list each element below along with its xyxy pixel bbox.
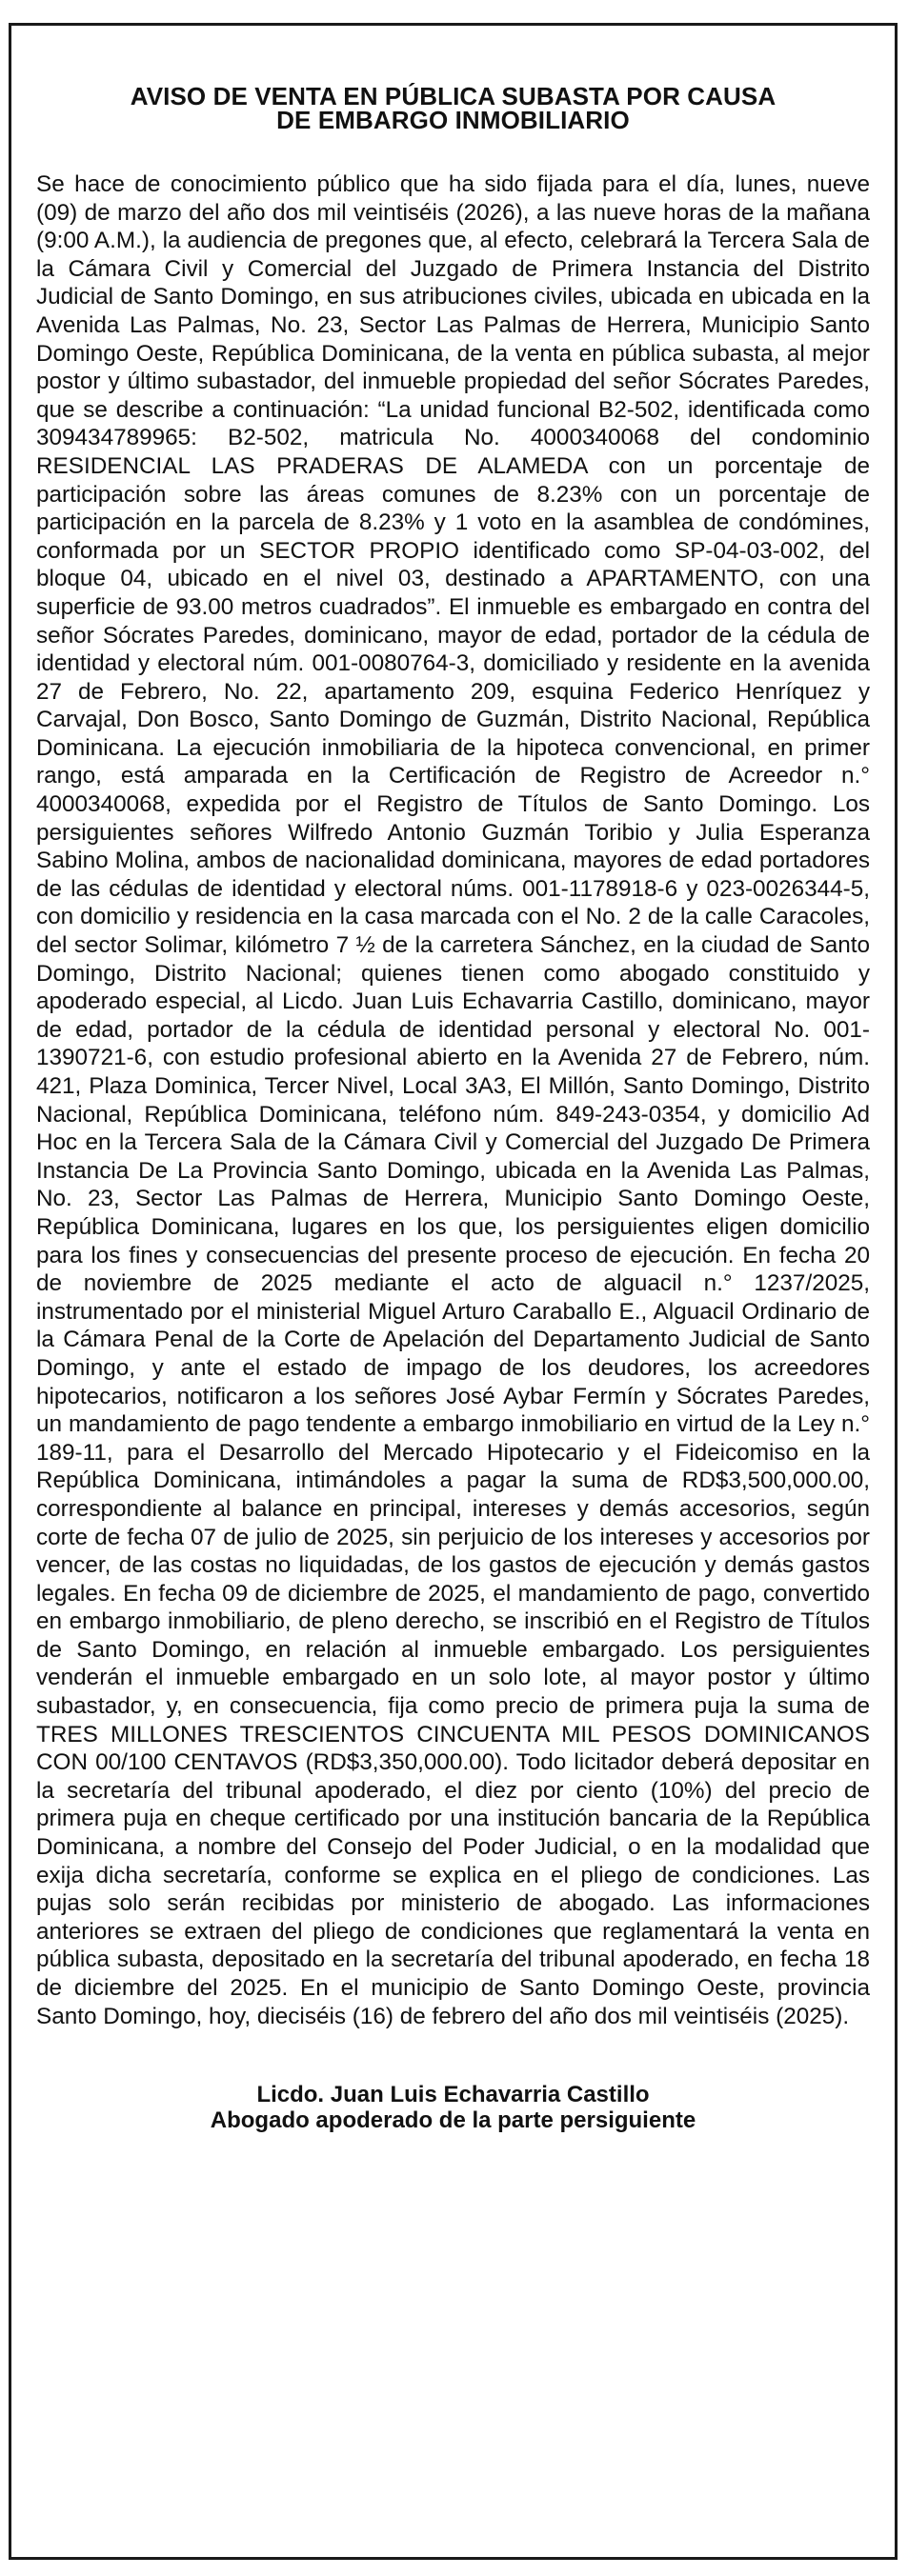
signature-role: Abogado apoderado de la parte persiguiente (210, 2107, 696, 2134)
notice-body-paragraph: Se hace de conocimiento público que ha sido fijada para el día, lunes, nueve (09) de marzo del año dos mil veintiséis (2026), a las nueve horas de la mañana (9:00 A.M.), la audiencia de pregones que, al efecto, celebrará la Tercera Sala de la Cámara Civil y Comercial del Juzgado de Primera Instancia del Distrito Judicial de Santo Domingo, en sus atribuciones civiles, ubicada en ubicada en la Avenida Las Palmas, No. 23, Sector Las Palmas de Herrera, Municipio Santo Domingo Oeste, República Dominicana, de la venta en pública subasta, al mejor postor y último subastador, del inmueble propiedad del señor Sócrates Paredes, que se describe a continuación: “La unidad funcional B2-502, identificada como 309434789965: B2-502, matricula No. 4000340068 del condominio RESIDENCIAL LAS PRADERAS DE ALAMEDA con un porcentaje de participación sobre las áreas comunes de 8.23% con un porcentaje de participación en la parcela de 8.23% y 1 voto en la asamblea de condómines, conformada por un SECTOR PROPIO identificado como SP-04-03-002, del bloque 04, ubicado en el nivel 03, destinado a APARTAMENTO, con una superficie de 93.00 metros cuadrados”. El inmueble es embargado en contra del señor Sócrates Paredes, dominicano, mayor de edad, portador de la cédula de identidad y electoral núm. 001-0080764-3, domiciliado y residente en la avenida 27 de Febrero, No. 22, apartamento 209, esquina Federico Henríquez y Carvajal, Don Bosco, Santo Domingo de Guzmán, Distrito Nacional, República Dominicana. La ejecución inmobiliaria de la hipoteca convencional, en primer rango, está amparada en la Certificación de Registro de Acreedor n.° 4000340068, expedida por el Registro de Títulos de Santo Domingo. Los persiguientes señores Wilfredo Antonio Guzmán Toribio y Julia Esperanza Sabino Molina, ambos de nacionalidad dominicana, mayores de edad portadores de las cédulas de identidad y electoral núms. 001-1178918-6 y 023-0026344-5, con domicilio y residencia en la casa marcada con el No. 2 de la calle Caracoles, del sector Solimar, kilómetro 7 ½ de la carretera Sánchez, en la ciudad de Santo Domingo, Distrito Nacional; quienes tienen como abogado constituido y apoderado especial, al Licdo. Juan Luis Echavarria Castillo, dominicano, mayor de edad, portador de la cédula de identidad personal y electoral No. 001-1390721-6, con estudio profesional abierto en la Avenida 27 de Febrero, núm. 421, Plaza Dominica, Tercer Nivel, Local 3A3, El Millón, Santo Domingo, Distrito Nacional, República Dominicana, teléfono núm. 849-243-0354, y domicilio Ad Hoc en la Tercera Sala de la Cámara Civil y Comercial del Juzgado De Primera Instancia De La Provincia Santo Domingo, ubicada en la Avenida Las Palmas, No. 23, Sector Las Palmas de Herrera, Municipio Santo Domingo Oeste, República Dominicana, lugares en los que, los persiguientes eligen domicilio para los fines y consecuencias del presente proceso de ejecución. En fecha 20 de noviembre de 2025 mediante el acto de alguacil n.° 1237/2025, instrumentado por el ministerial Miguel Arturo Caraballo E., Alguacil Ordinario de la Cámara Penal de la Corte de Apelación del Departamento Judicial de Santo Domingo, y ante el estado de impago de los deudores, los acreedores hipotecarios, notificaron a los señores José Aybar Fermín y Sócrates Paredes, un mandamiento de pago tendente a embargo inmobiliario en virtud de la Ley n.° 189-11, para el Desarrollo del Mercado Hipotecario y el Fideicomiso en la República Dominicana, intimándoles a pagar la suma de RD$3,500,000.00, correspondiente al balance en principal, intereses y demás accesorios, según corte de fecha 07 de julio de 2025, sin perjuicio de los intereses y accesorios por vencer, de las costas no liquidadas, de los gastos de ejecución y demás gastos legales. En fecha 09 de diciembre de 2025, el mandamiento de pago, convertido en embargo inmobiliario, de pleno derecho, se inscribió en el Registro de Títulos de Santo Domingo, en relación al inmueble embargado. Los persiguientes venderán el inmueble embargado en un solo lote, al mayor postor y último subastador, y, en consecuencia, fija como precio de primera puja la suma de TRES MILLONES TRESCIENTOS CINCUENTA MIL PESOS DOMINICANOS CON 00/100 CENTAVOS (RD$3,350,000.00). Todo licitador deberá depositar en la secretaría del tribunal apoderado, el diez por ciento (10%) del precio de primera puja en cheque certificado por una institución bancaria de la República Dominicana, a nombre del Consejo del Poder Judicial, o en la modalidad que exija dicha secretaría, conforme se explica en el pliego de condiciones. Las pujas solo serán recibidas por ministerio de abogado. Las informaciones anteriores se extraen del pliego de condiciones que reglamentará la venta en pública subasta, depositado en la secretaría del tribunal apoderado, en fecha 18 de diciembre del 2025. En el municipio de Santo Domingo Oeste, provincia Santo Domingo, hoy, dieciséis (16) de febrero del año dos mil veintiséis (2025). (36, 171, 870, 2029)
notice-title (36, 82, 870, 134)
notice-title-line-1: AVISO DE VENTA EN PÚBLICA SUBASTA POR CAUSA (130, 82, 777, 110)
legal-notice-content (36, 82, 870, 2134)
signature-name: Licdo. Juan Luis Echavarria Castillo (256, 2082, 650, 2108)
signature-block (36, 2082, 870, 2133)
legal-notice-frame (9, 23, 898, 2560)
notice-title-line-2: DE EMBARGO INMOBILIARIO (276, 106, 630, 134)
